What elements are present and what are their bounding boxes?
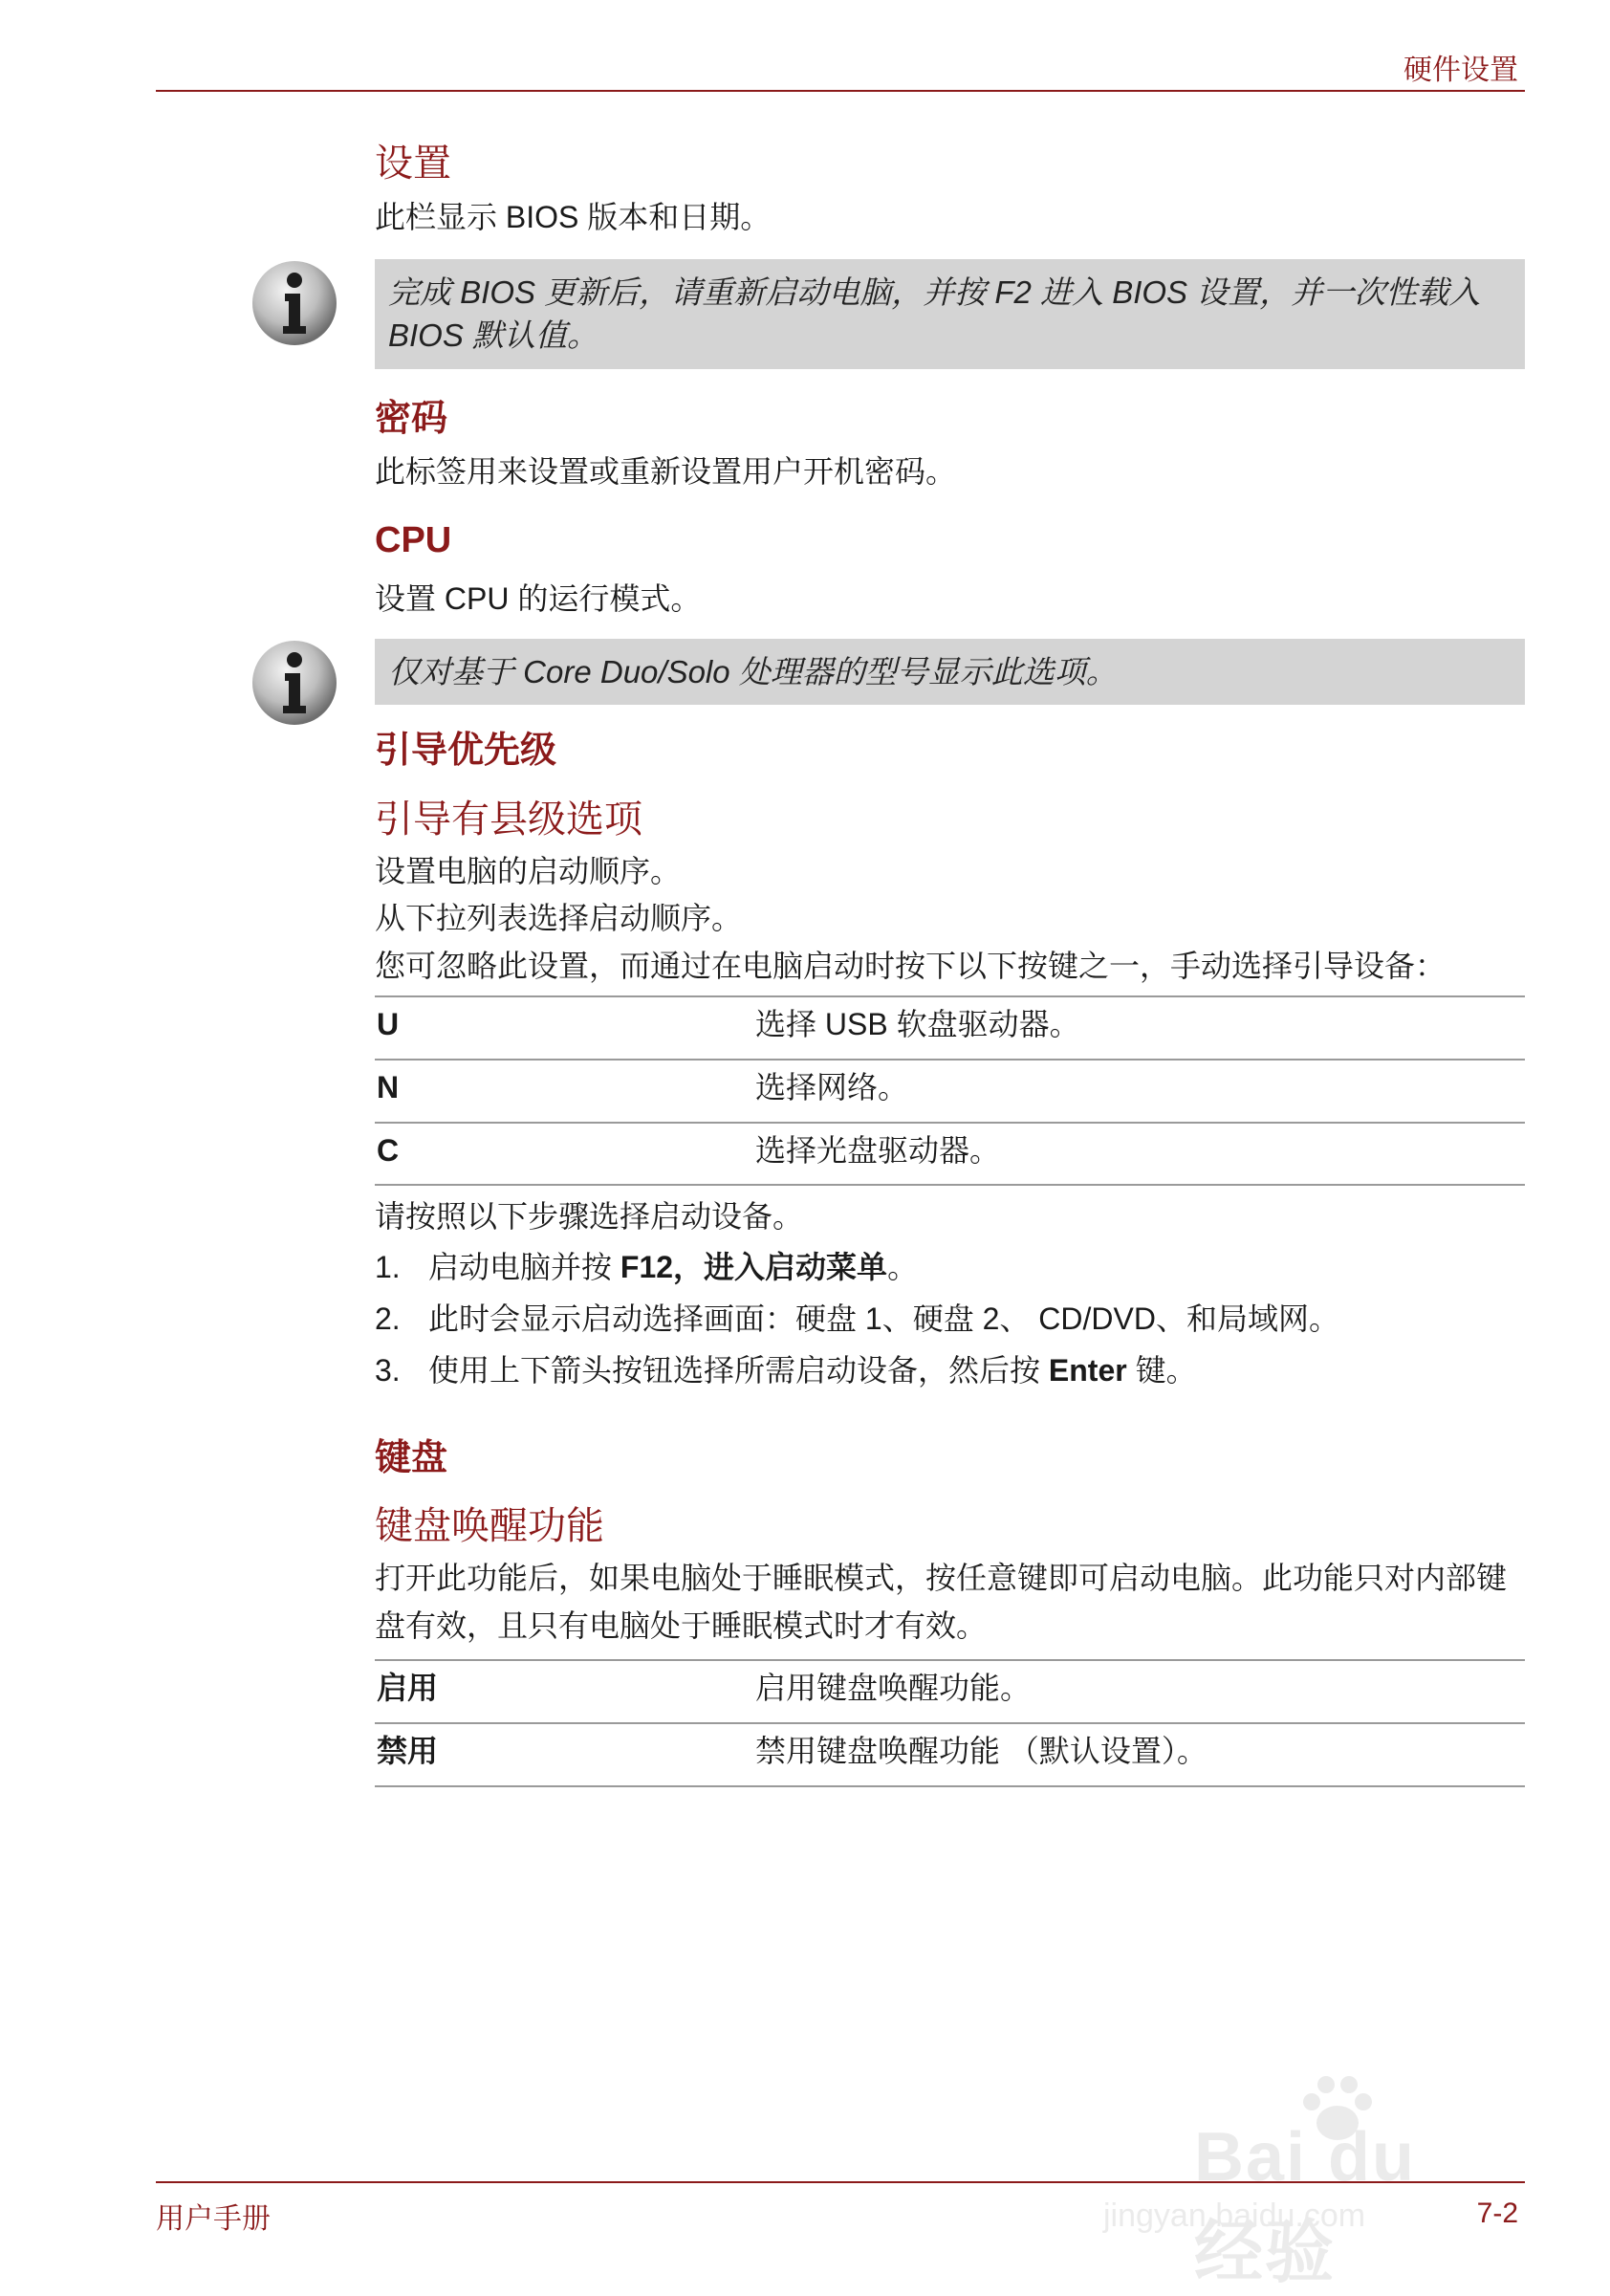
desc-cell: 选择光盘驱动器。 <box>753 1123 1525 1186</box>
note-text: 完成 BIOS 更新后，请重新启动电脑，并按 F2 进入 BIOS 设置，并一次性载入 BIOS 默认值。 <box>388 273 1481 354</box>
step-number: 1. <box>375 1249 401 1284</box>
step-bold: Enter <box>1048 1353 1127 1389</box>
password-text: 此标签用来设置或重新设置用户开机密码。 <box>375 454 957 490</box>
boot-line: 从下拉列表选择启动顺序。 <box>375 901 743 936</box>
table-row <box>375 1060 1525 1123</box>
boot-line: 设置电脑的启动顺序。 <box>375 853 682 888</box>
boot-subheading: 引导有县级选项 <box>375 797 642 842</box>
step-text-post: 键。 <box>1126 1353 1197 1389</box>
footer-title: 用户手册 <box>156 2202 271 2236</box>
boot-keys-table <box>375 995 1525 1186</box>
desc-cell: 选择 USB 软盘驱动器。 <box>753 996 1525 1060</box>
page-content <box>375 139 1525 1787</box>
boot-line: 您可忽略此设置，而通过在电脑启动时按下以下按键之一，手动选择引导设备： <box>375 948 1447 983</box>
footer-rule <box>156 2181 1525 2183</box>
step-text: 使用上下箭头按钮选择所需启动设备，然后按 <box>428 1353 1049 1389</box>
table-row <box>375 996 1525 1060</box>
table-row <box>375 1660 1525 1723</box>
watermark-text: Bai du 经验 <box>1194 2119 1417 2291</box>
step-number: 2. <box>375 1301 401 1337</box>
note-text: 仅对基于 Core Duo/Solo 处理器的型号显示此选项。 <box>388 653 1118 689</box>
step-bold: F12，进入启动菜单 <box>620 1249 888 1284</box>
desc-cell: 禁用键盘唤醒功能 （默认设置）。 <box>753 1723 1525 1786</box>
desc-cell: 选择网络。 <box>753 1060 1525 1123</box>
option-cell: 禁用 <box>375 1723 753 1786</box>
boot-priority-heading: 引导优先级 <box>375 731 557 772</box>
setup-text: 此栏显示 BIOS 版本和日期。 <box>375 200 772 234</box>
step-text: 此时会显示启动选择画面：硬盘 1、硬盘 2、 CD/DVD、和局域网。 <box>428 1301 1339 1337</box>
list-item <box>375 1345 1525 1396</box>
header-title: 硬件设置 <box>1403 54 1518 87</box>
watermark <box>1103 2066 1505 2291</box>
info-icon <box>250 259 338 347</box>
table-row <box>375 1123 1525 1186</box>
steps-list <box>375 1241 1525 1397</box>
keyboard-text: 打开此功能后，如果电脑处于睡眠模式，按任意键即可启动电脑。此功能只对内部键盘有效，且只有电脑处于睡眠模式时才有效。 <box>375 1561 1508 1643</box>
key-cell: C <box>375 1123 753 1186</box>
list-item <box>375 1241 1525 1293</box>
steps-intro: 请按照以下步骤选择启动设备。 <box>375 1199 804 1235</box>
keyboard-options-table <box>375 1659 1525 1786</box>
step-text: 启动电脑并按 <box>428 1249 620 1284</box>
table-row <box>375 1723 1525 1786</box>
header-rule <box>156 90 1525 92</box>
keyboard-subheading: 键盘唤醒功能 <box>375 1504 604 1549</box>
setup-heading: 设置 <box>375 142 451 186</box>
cpu-heading: CPU <box>375 519 452 560</box>
key-cell: U <box>375 996 753 1060</box>
page-number: 7-2 <box>1476 2198 1518 2229</box>
watermark-url: jingyan.baidu.com <box>1103 2198 1366 2234</box>
cpu-text: 设置 CPU 的运行模式。 <box>375 581 702 617</box>
keyboard-heading: 键盘 <box>375 1437 448 1478</box>
info-icon <box>250 639 338 727</box>
key-cell: N <box>375 1060 753 1123</box>
step-text-post: 。 <box>887 1249 919 1284</box>
password-heading: 密码 <box>375 398 448 439</box>
option-cell: 启用 <box>375 1660 753 1723</box>
note-box-cpu <box>375 639 1525 706</box>
step-number: 3. <box>375 1353 401 1389</box>
desc-cell: 启用键盘唤醒功能。 <box>753 1660 1525 1723</box>
note-box-bios <box>375 259 1525 369</box>
list-item <box>375 1293 1525 1345</box>
